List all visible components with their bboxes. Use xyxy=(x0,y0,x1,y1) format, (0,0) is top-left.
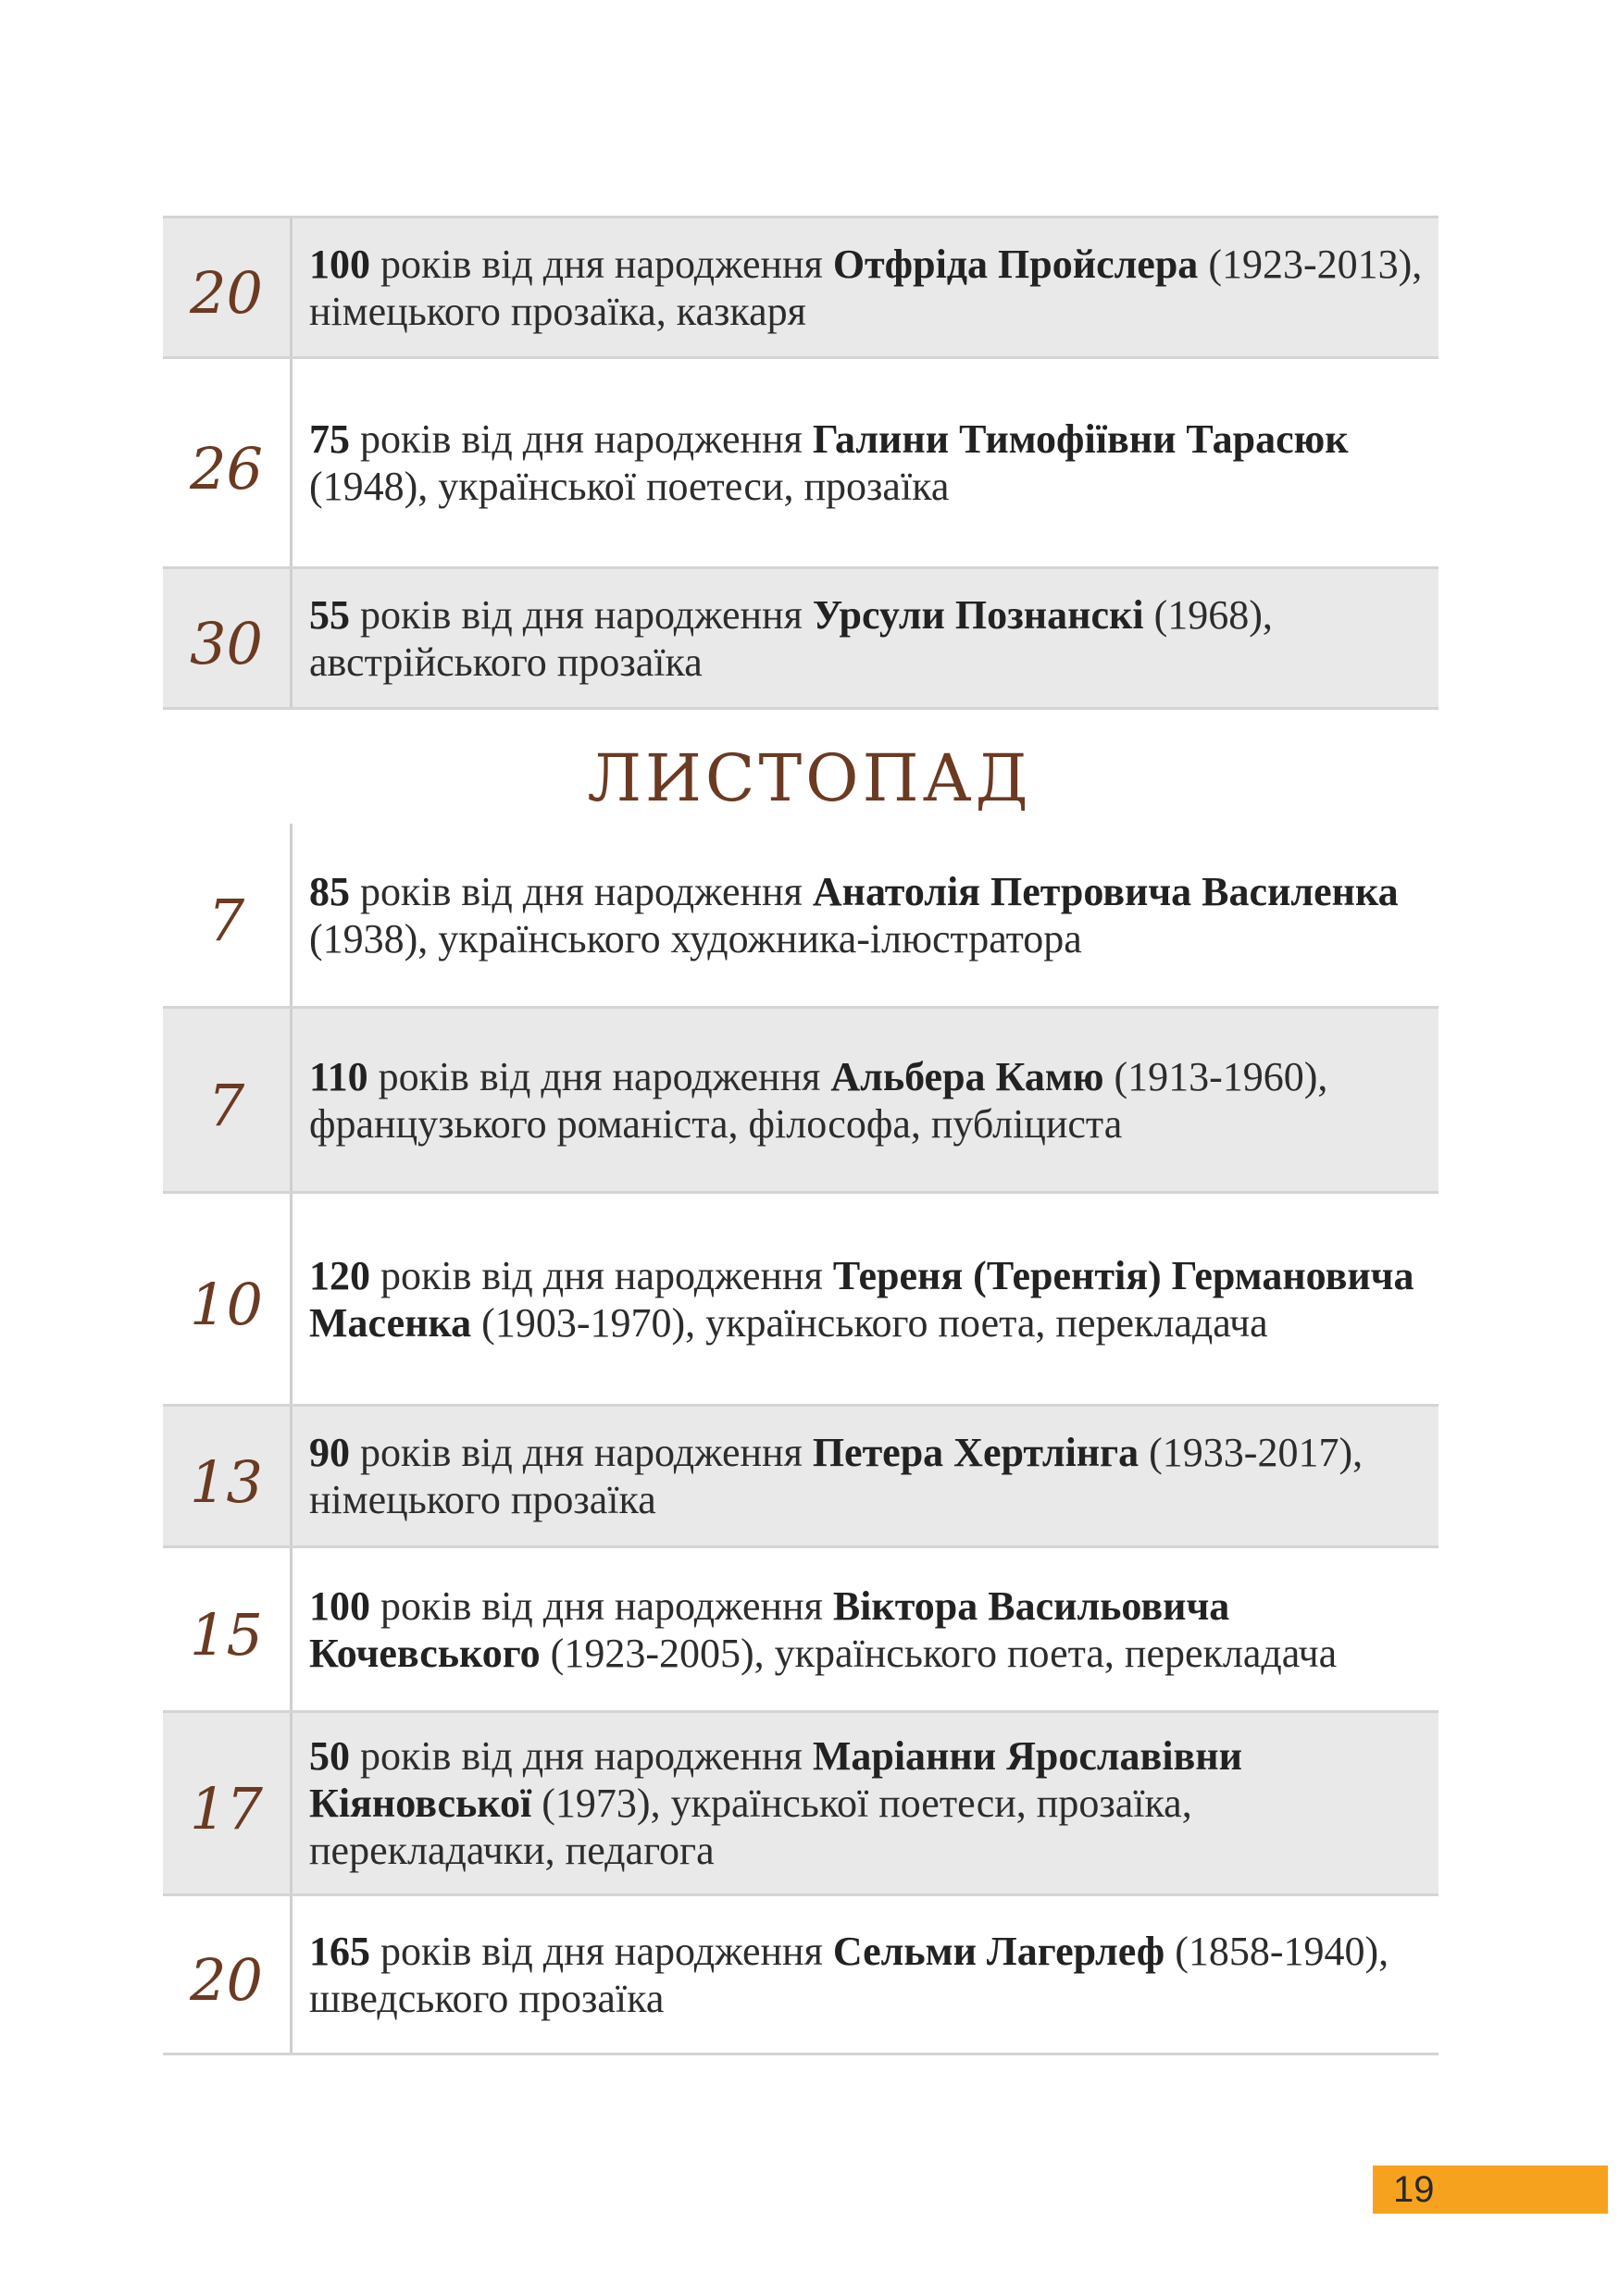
table-row xyxy=(163,218,1438,359)
anniversary-text xyxy=(293,1194,1438,1404)
anniversary-phrase: років від дня народження xyxy=(350,868,813,914)
anniversary-phrase: років від дня народження xyxy=(370,1928,833,1974)
years-count: 100 xyxy=(309,1582,370,1629)
anniversary-phrase: років від дня народження xyxy=(370,1252,833,1298)
person-name: Сельми Лагерлеф xyxy=(832,1928,1165,1974)
anniversary-phrase: років від дня народження xyxy=(350,1430,813,1475)
years-count: 50 xyxy=(309,1733,350,1779)
person-name: Тереня (Терентія) Германовича Масенка xyxy=(309,1252,1414,1346)
anniversary-text xyxy=(293,1548,1438,1710)
person-description: (1968), австрійського прозаїка xyxy=(309,591,1273,685)
person-description: (1913-1960), французького романіста, філософа, публіциста xyxy=(309,1053,1328,1147)
day-number: 26 xyxy=(163,359,293,566)
anniversary-text xyxy=(293,1407,1438,1545)
person-description: (1858-1940), шведського прозаїка xyxy=(309,1928,1389,2021)
day-number: 20 xyxy=(163,1896,293,2053)
person-name: Галини Тимофіївни Тарасюк xyxy=(812,416,1349,462)
person-name: Альбера Камю xyxy=(830,1053,1104,1099)
anniversary-text xyxy=(293,569,1438,707)
anniversary-phrase: років від дня народження xyxy=(350,416,813,462)
table-row xyxy=(163,1713,1438,1896)
table-row xyxy=(163,1407,1438,1548)
table-row xyxy=(163,1548,1438,1713)
anniversary-phrase: років від дня народження xyxy=(350,591,813,638)
person-name: Урсули Познанскі xyxy=(812,591,1144,638)
table-row xyxy=(163,359,1438,569)
person-description: (1923-2013), німецького прозаїка, казкаря xyxy=(309,241,1423,334)
years-count: 55 xyxy=(309,591,350,638)
day-number: 20 xyxy=(163,218,293,356)
table-row xyxy=(163,1896,1438,2055)
table-row xyxy=(163,569,1438,710)
years-count: 120 xyxy=(309,1252,370,1298)
person-description: (1948), української поетеси, прозаїка xyxy=(309,464,950,509)
person-description: (1933-2017), німецького прозаїка xyxy=(309,1430,1364,1522)
years-count: 100 xyxy=(309,241,370,287)
day-number: 7 xyxy=(163,824,293,1006)
person-name: Петера Хертлінга xyxy=(812,1430,1140,1475)
anniversary-text xyxy=(293,824,1438,1006)
anniversary-text xyxy=(293,1009,1438,1191)
table-row xyxy=(163,1009,1438,1194)
day-number: 17 xyxy=(163,1713,293,1893)
person-description: (1973), української поетеси, прозаїка, перекладачки, педагога xyxy=(309,1781,1192,1873)
table-row xyxy=(163,1194,1438,1407)
anniversary-text xyxy=(293,1713,1438,1893)
day-number: 30 xyxy=(163,569,293,707)
day-number: 7 xyxy=(163,1009,293,1191)
anniversary-text xyxy=(293,218,1438,356)
person-name: Анатолія Петровича Василенка xyxy=(812,868,1399,914)
years-count: 90 xyxy=(309,1430,350,1475)
person-description: (1923-2005), українського поета, перекладача xyxy=(540,1630,1338,1676)
day-number: 10 xyxy=(163,1194,293,1404)
day-number: 13 xyxy=(163,1407,293,1545)
years-count: 75 xyxy=(309,416,350,462)
page-number: 19 xyxy=(1373,2166,1608,2214)
anniversary-text xyxy=(293,1896,1438,2053)
anniversary-phrase: років від дня народження xyxy=(370,1582,833,1629)
day-number: 15 xyxy=(163,1548,293,1710)
years-count: 165 xyxy=(309,1928,370,1974)
person-name: Віктора Васильовича Кочевського xyxy=(309,1582,1230,1676)
person-description: (1903-1970), українського поета, перекладача xyxy=(471,1299,1268,1346)
october-table xyxy=(163,216,1438,710)
years-count: 85 xyxy=(309,868,350,914)
person-description: (1938), українського художника-ілюстратора xyxy=(309,915,1082,962)
anniversary-phrase: років від дня народження xyxy=(367,1053,831,1099)
person-name: Отфріда Пройслера xyxy=(832,241,1199,287)
person-name: Маріанни Ярославівни Кіяновської xyxy=(309,1733,1243,1826)
anniversary-text xyxy=(293,359,1438,566)
years-count: 110 xyxy=(309,1053,368,1099)
november-table xyxy=(163,824,1438,2055)
table-row xyxy=(163,824,1438,1009)
anniversary-phrase: років від дня народження xyxy=(350,1733,813,1779)
month-heading: ЛИСТОПАД xyxy=(587,740,1032,816)
anniversary-phrase: років від дня народження xyxy=(370,241,833,287)
